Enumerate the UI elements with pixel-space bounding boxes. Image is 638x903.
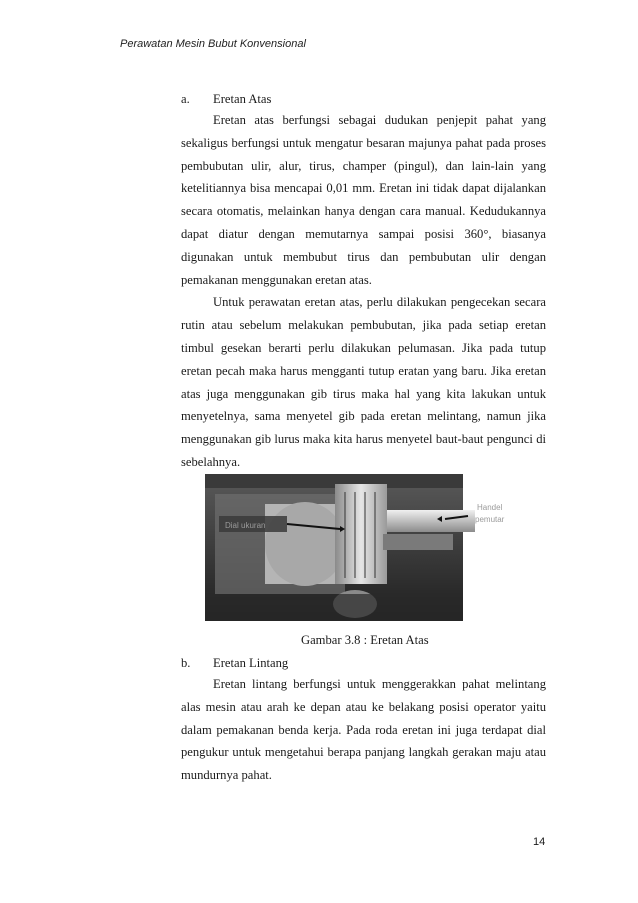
- handle-label-line1: Handel: [477, 503, 503, 512]
- handle-rod: [387, 510, 475, 532]
- handle-label-line2: pemutar: [475, 515, 505, 524]
- dial-drum: [335, 484, 387, 584]
- section-a-number: a.: [181, 92, 190, 106]
- section-a-body: [181, 109, 546, 474]
- page-number: 14: [533, 836, 546, 848]
- section-b-body: [181, 673, 546, 787]
- figure-eretan-atas: [205, 474, 505, 621]
- running-header: Perawatan Mesin Bubut Konvensional: [120, 38, 306, 50]
- section-a-paragraph-1: Eretan atas berfungsi sebagai dudukan penjepit pahat yang sekaligus berfungsi untuk mengatur besaran majunya pahat pada proses pembubutan ulir, alur, tirus, champer (pingul), dan lain-lain yang ketelitiannya bisa mencapai 0,01 mm. Eretan ini tidak dapat dijalankan secara otomatis, melainkan hanya dengan cara manual. Kedudukannya dapat diatur dengan memutarnya sampai posisi 360°, biasanya digunakan untuk membubut tirus dan pembubutan ulir dengan pemakanan menggunakan eretan atas.: [181, 113, 546, 287]
- section-b-number: b.: [181, 656, 191, 670]
- figure-caption: Gambar 3.8 : Eretan Atas: [301, 633, 429, 647]
- section-b-paragraph-1: Eretan lintang berfungsi untuk menggerakkan pahat melintang alas mesin atau arah ke depan atau ke belakang posisi operator yaitu dalam pemakanan benda kerja. Pada roda eretan ini juga terdapat dial pengukur untuk mengetahui berapa panjang langkah gerakan maju atau mundurnya pahat.: [181, 677, 546, 783]
- dial-label: Dial ukuran: [225, 521, 266, 530]
- section-b-title: Eretan Lintang: [213, 656, 289, 670]
- section-a-paragraph-2: Untuk perawatan eretan atas, perlu dilakukan pengecekan secara rutin atau sebelum melakukan pembubutan, jika pada setiap eretan timbul gesekan berarti perlu dilakukan pelumasan. Jika pada tutup eretan pecah maka harus mengganti tutup eratan yang baru. Jika eretan atas juga menggunakan gib tirus maka hal yang kita lakukan untuk menyetelnya, sama menyetel gib pada eretan melintang, namun jika menggunakan gib lurus maka kita harus menyetel baut-baut pengunci di sebelahnya.: [181, 295, 546, 469]
- section-a-title: Eretan Atas: [213, 92, 272, 106]
